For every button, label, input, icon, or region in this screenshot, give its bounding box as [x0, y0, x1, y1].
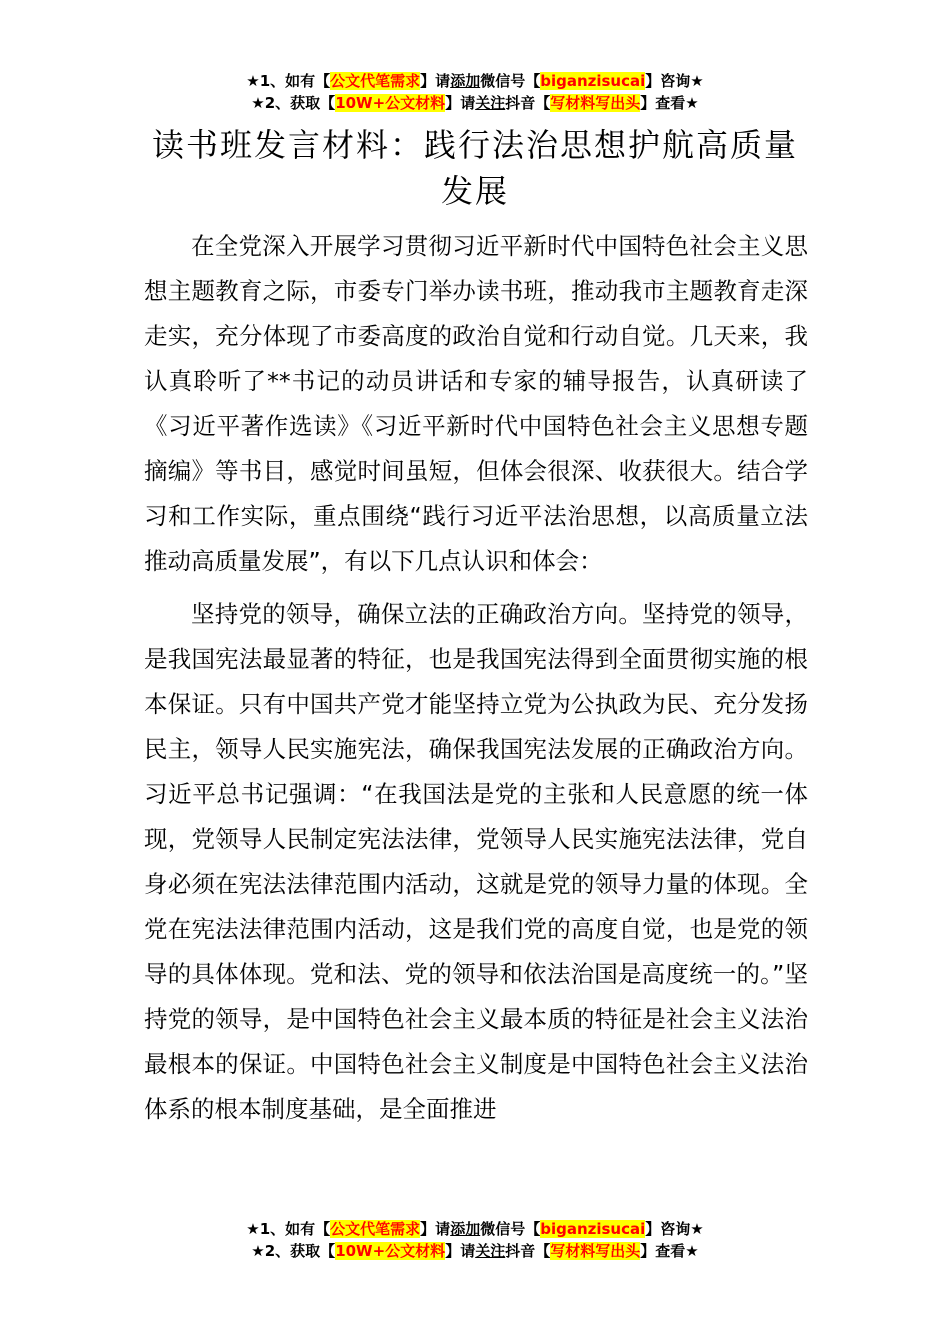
- promo-banner-top: [0, 70, 950, 114]
- promo-text: ★1、如有【: [246, 72, 331, 90]
- promo-highlight: biganzisucai: [540, 72, 646, 90]
- promo-text: 】查看★: [640, 94, 699, 112]
- promo-highlight: 10W+公文材料: [335, 94, 446, 112]
- promo-text: 】请: [445, 1242, 476, 1260]
- promo-underline: 关注: [475, 1242, 506, 1260]
- promo-line-2: [0, 92, 950, 114]
- promo-line-2: [0, 1240, 950, 1262]
- promo-text: 微信号【: [480, 1220, 541, 1238]
- promo-text: 】请: [420, 72, 451, 90]
- promo-highlight: biganzisucai: [540, 1220, 646, 1238]
- promo-highlight: 写材料写出头: [550, 1242, 641, 1260]
- promo-underline: 添加: [450, 72, 481, 90]
- promo-highlight: 10W+公文材料: [335, 1242, 446, 1260]
- promo-highlight: 公文代笔需求: [330, 72, 421, 90]
- promo-text: 】查看★: [640, 1242, 699, 1260]
- promo-text: 抖音【: [505, 94, 551, 112]
- promo-text: 】咨询★: [645, 1220, 704, 1238]
- paragraph: 在全党深入开展学习贯彻习近平新时代中国特色社会主义思想主题教育之际，市委专门举办读书班，推动我市主题教育走深走实，充分体现了市委高度的政治自觉和行动自觉。几天来，我认真聆听了**书记的动员讲话和专家的辅导报告，认真研读了《习近平著作选读》《习近平新时代中国特色社会主义思想专题摘编》等书目，感觉时间虽短，但体会很深、收获很大。结合学习和工作实际，重点围绕“践行习近平法治思想，以高质量立法推动高质量发展”，有以下几点认识和体会：: [144, 232, 808, 575]
- promo-line-1: [0, 1218, 950, 1240]
- promo-text: ★2、获取【: [251, 94, 336, 112]
- promo-text: 微信号【: [480, 72, 541, 90]
- promo-text: 】咨询★: [645, 72, 704, 90]
- promo-line-1: [0, 70, 950, 92]
- promo-underline: 关注: [475, 94, 506, 112]
- promo-text: 抖音【: [505, 1242, 551, 1260]
- promo-highlight: 写材料写出头: [550, 94, 641, 112]
- promo-text: ★1、如有【: [246, 1220, 331, 1238]
- paragraph: 坚持党的领导，确保立法的正确政治方向。坚持党的领导，是我国宪法最显著的特征，也是我国宪法得到全面贯彻实施的根本保证。只有中国共产党才能坚持立党为公执政为民、充分发扬民主，领导人民实施宪法，确保我国宪法发展的正确政治方向。习近平总书记强调：“在我国法是党的主张和人民意愿的统一体现，党领导人民制定宪法法律，党领导人民实施宪法法律，党自身必须在宪法法律范围内活动，这就是党的领导力量的体现。全党在宪法法律范围内活动，这是我们党的高度自觉，也是党的领导的具体体现。党和法、党的领导和依法治国是高度统一的。”坚持党的领导，是中国特色社会主义最本质的特征是社会主义法治最根本的保证。中国特色社会主义制度是中国特色社会主义法治体系的根本制度基础，是全面推进: [144, 600, 808, 1123]
- promo-banner-bottom: [0, 1218, 950, 1262]
- document-body: [144, 224, 808, 1132]
- promo-text: 】请: [420, 1220, 451, 1238]
- promo-highlight: 公文代笔需求: [330, 1220, 421, 1238]
- promo-text: 】请: [445, 94, 476, 112]
- promo-underline: 添加: [450, 1220, 481, 1238]
- document-title: 读书班发言材料：践行法治思想护航高质量发展: [151, 126, 798, 210]
- promo-text: ★2、获取【: [251, 1242, 336, 1260]
